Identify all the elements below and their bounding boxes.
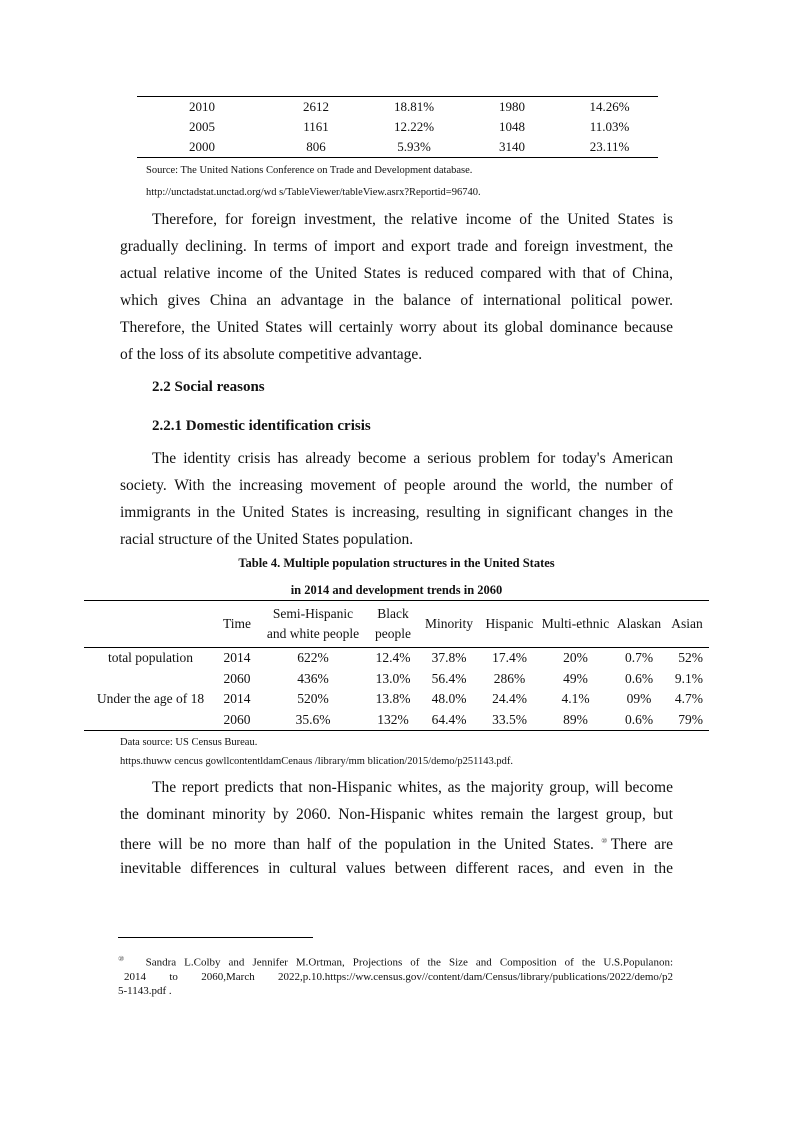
table-cell: 2612 xyxy=(303,99,329,114)
text-line: racial structure of the United States population. xyxy=(120,531,414,548)
table-cell: 3140 xyxy=(499,139,525,154)
header-cell: Asian xyxy=(665,601,709,648)
header-cell: Minority xyxy=(417,601,481,648)
table-cell: 1048 xyxy=(499,119,525,134)
text-line: of the loss of its absolute competitive advantage. xyxy=(120,346,423,363)
table-cell: total population xyxy=(107,650,194,666)
table-cell: 9.1% xyxy=(674,670,703,686)
table-cell: 18.81% xyxy=(393,99,435,114)
table-cell: 5.93% xyxy=(397,139,431,154)
table4-source-url: https.thuww cencus gowllcontentldamCenaus /library/mm blication/2015/demo/p251143.pdf. xyxy=(120,756,514,767)
table-row xyxy=(137,97,658,118)
body-paragraph xyxy=(120,774,673,882)
table-cell: 13.0% xyxy=(375,670,411,686)
footnote-line: 5-1143.pdf . xyxy=(118,984,172,997)
table-cell: 4.7% xyxy=(674,691,703,707)
footnote-text: Sandra L.Colby and Jennifer M.Ortman, Projections of the Size and Composition of the U.S.Populanon: xyxy=(145,956,673,969)
table-cell: 2060 xyxy=(223,670,251,686)
table-cell: 20% xyxy=(563,650,588,666)
table-cell xyxy=(84,669,217,690)
footnote-marker: ⑩ xyxy=(118,955,130,963)
table-row xyxy=(84,648,709,669)
table-row xyxy=(84,669,709,690)
text-line: society. With the increasing movement of people around the world, the number of xyxy=(120,477,673,494)
table-cell: 56.4% xyxy=(431,670,467,686)
table1-source-url: http://unctadstat.unctad.org/wd s/TableViewer/tableView.asrx?Reportid=96740. xyxy=(146,187,481,198)
header-line: Semi-Hispanic xyxy=(272,606,354,621)
text-line: the dominant minority by 2060. Non-Hispanic whites remain the largest group, but xyxy=(120,806,673,823)
table-cell: 35.6% xyxy=(295,711,331,727)
text-segment: there will be no more than half of the population in the United States. xyxy=(120,836,594,854)
table-cell: 89% xyxy=(563,711,588,727)
table-cell: 12.4% xyxy=(375,650,411,666)
table-cell: 2005 xyxy=(189,119,215,134)
table-cell: 64.4% xyxy=(431,711,467,727)
table-caption-line2: in 2014 and development trends in 2060 xyxy=(290,583,503,597)
table-row xyxy=(84,710,709,731)
text-line: inevitable differences in cultural values between different races, and even in the xyxy=(120,860,673,877)
subsection-heading: 2.2.1 Domestic identification crisis xyxy=(152,418,371,434)
section-heading: 2.2 Social reasons xyxy=(152,379,265,395)
footnote-reference[interactable]: ⑩ xyxy=(601,837,611,845)
header-cell xyxy=(84,601,217,648)
footnote-line xyxy=(118,952,673,970)
table-cell: 4.1% xyxy=(561,691,590,707)
table-cell: 09% xyxy=(626,691,652,707)
table-cell: 13.8% xyxy=(375,691,411,707)
table-cell: Under the age of 18 xyxy=(96,691,205,707)
header-cell: Time xyxy=(217,601,257,648)
table-cell: 0.6% xyxy=(624,670,654,686)
table-header-row xyxy=(84,601,709,648)
header-cell: Alaskan xyxy=(613,601,665,648)
text-line xyxy=(120,828,673,855)
table-cell: 52% xyxy=(678,650,703,666)
text-line: Therefore, the United States will certainly worry about its global dominance because xyxy=(120,319,673,336)
table-cell: 2000 xyxy=(189,139,215,154)
table-cell: 622% xyxy=(297,650,329,666)
footnote-divider xyxy=(118,937,313,938)
table-cell: 0.6% xyxy=(624,711,654,727)
table-row xyxy=(137,137,658,158)
table-cell: 520% xyxy=(297,691,329,707)
table-cell: 11.03% xyxy=(589,119,630,134)
table-cell: 806 xyxy=(306,139,326,154)
text-line: The identity crisis has already become a serious problem for today's American xyxy=(152,450,673,467)
table-cell: 33.5% xyxy=(492,711,527,727)
table-cell: 0.7% xyxy=(624,650,654,666)
table1-source: Source: The United Nations Conference on Trade and Development database. xyxy=(146,165,473,176)
header-line: and white people xyxy=(266,626,360,641)
text-line: The report predicts that non-Hispanic whites, as the majority group, will become xyxy=(152,779,673,796)
text-segment: There are xyxy=(610,836,674,854)
table-cell xyxy=(84,710,217,731)
table-cell: 14.26% xyxy=(589,99,630,114)
table-cell: 49% xyxy=(563,670,588,686)
table-cell: 12.22% xyxy=(393,119,435,134)
header-cell xyxy=(369,601,417,648)
header-cell xyxy=(257,601,369,648)
table-cell: 2010 xyxy=(189,99,215,114)
table-cell: 79% xyxy=(678,711,703,727)
table-caption: Table 4. Multiple population structures in the United States xyxy=(238,556,555,570)
footnote-line: 2014 to 2060,March 2022,p.10.https://ww.census.gov//content/dam/Census/library/publications/2022/demo/p2 xyxy=(124,970,673,983)
header-cell: Hispanic xyxy=(481,601,538,648)
table-cell: 2014 xyxy=(223,691,251,707)
investment-table xyxy=(137,96,658,158)
text-line: which gives China an advantage in the balance of international political power. xyxy=(120,292,673,309)
table-row xyxy=(137,117,658,137)
header-line: people xyxy=(375,626,411,641)
header-cell: Multi-ethnic xyxy=(538,601,613,648)
table-cell: 286% xyxy=(493,670,526,686)
table-cell: 17.4% xyxy=(492,650,527,666)
body-paragraph xyxy=(120,206,673,368)
table-cell: 2014 xyxy=(223,650,251,666)
text-line: Therefore, for foreign investment, the relative income of the United States is xyxy=(152,211,673,228)
table-cell: 1980 xyxy=(499,99,525,114)
table-cell: 436% xyxy=(297,670,329,686)
text-line: gradually declining. In terms of import and export trade and foreign investment, the xyxy=(120,238,673,255)
table-cell: 23.11% xyxy=(589,139,630,154)
body-paragraph xyxy=(120,445,673,553)
population-table xyxy=(84,600,709,731)
table-cell: 1161 xyxy=(303,119,329,134)
table-cell: 2060 xyxy=(223,711,251,727)
text-line: actual relative income of the United States is reduced compared with that of China, xyxy=(120,265,673,282)
table-cell: 48.0% xyxy=(431,691,467,707)
text-line: immigrants in the United States is increasing, resulting in significant changes in the xyxy=(120,504,673,521)
table-row xyxy=(84,689,709,710)
footnote xyxy=(118,952,673,998)
table-cell: 24.4% xyxy=(492,691,527,707)
table4-source: Data source: US Census Bureau. xyxy=(120,737,258,748)
table-cell: 132% xyxy=(377,711,409,727)
table-cell: 37.8% xyxy=(431,650,467,666)
header-line: Black xyxy=(377,606,409,621)
